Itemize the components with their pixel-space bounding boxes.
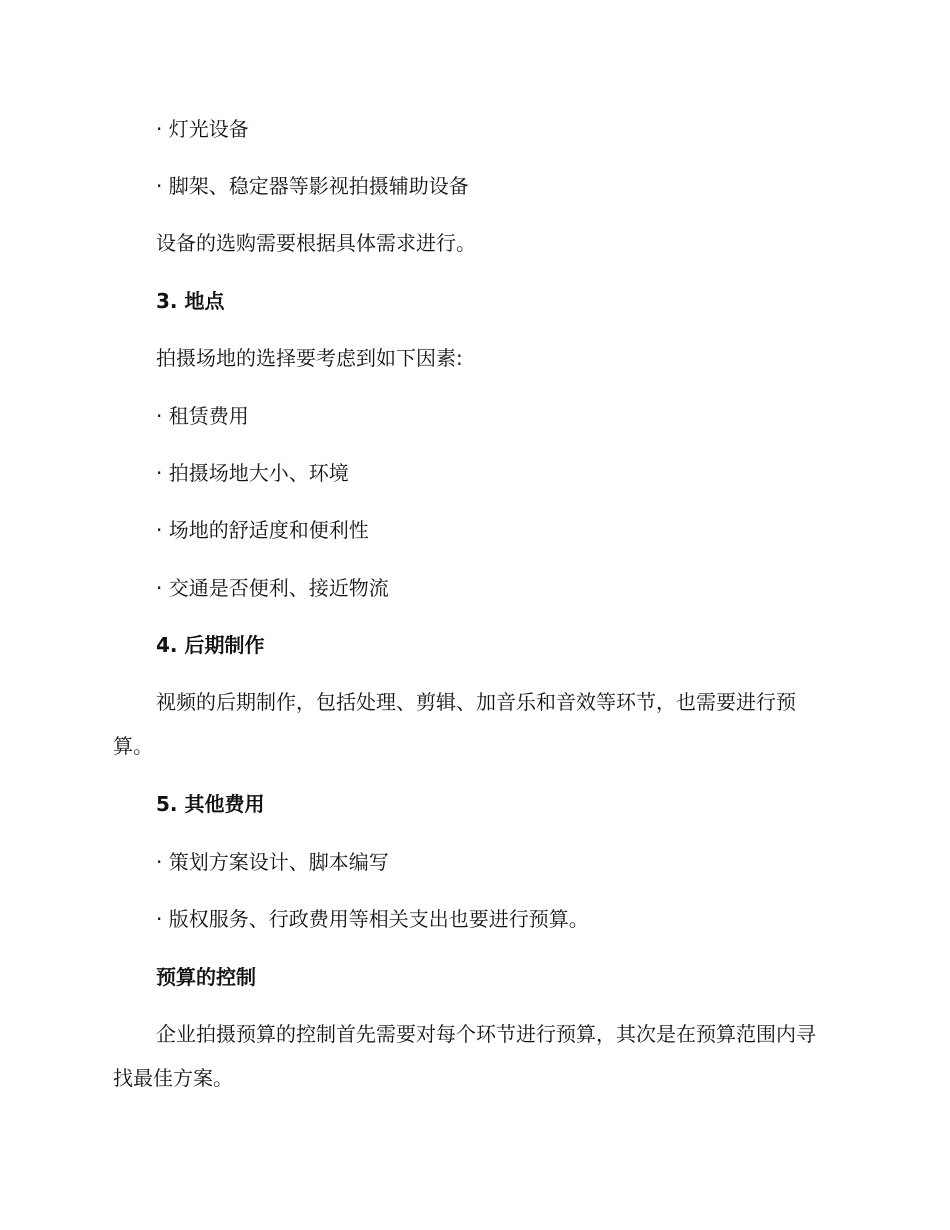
- paragraph-post-production: 视频的后期制作，包括处理、剪辑、加音乐和音效等环节，也需要进行预算。: [113, 690, 796, 758]
- heading-budget-control: 预算的控制: [156, 965, 256, 989]
- heading-other-costs: 5. 其他费用: [156, 792, 265, 816]
- bullet-transport: · 交通是否便利、接近物流: [156, 576, 389, 600]
- bullet-copyright-admin: · 版权服务、行政费用等相关支出也要进行预算。: [156, 907, 589, 931]
- paragraph-budget-control: 企业拍摄预算的控制首先需要对每个环节进行预算，其次是在预算范围内寻找最佳方案。: [113, 1022, 816, 1090]
- bullet-planning-script: · 策划方案设计、脚本编写: [156, 850, 389, 874]
- bullet-size-environment: · 拍摄场地大小、环境: [156, 461, 349, 485]
- heading-post-production: 4. 后期制作: [156, 633, 265, 657]
- bullet-rent: · 租赁费用: [156, 404, 249, 428]
- bullet-lighting: · 灯光设备: [156, 117, 249, 141]
- bullet-comfort: · 场地的舒适度和便利性: [156, 518, 369, 542]
- paragraph-equipment-note: 设备的选购需要根据具体需求进行。: [156, 231, 476, 255]
- paragraph-location-intro: 拍摄场地的选择要考虑到如下因素:: [156, 346, 463, 370]
- bullet-support-gear: · 脚架、稳定器等影视拍摄辅助设备: [156, 174, 469, 198]
- heading-location: 3. 地点: [156, 289, 225, 313]
